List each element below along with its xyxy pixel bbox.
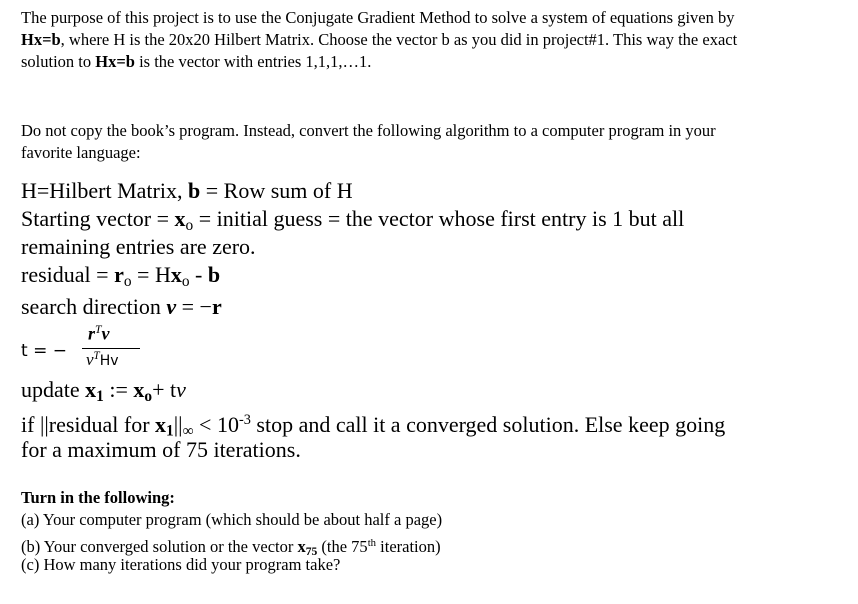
algo-text: := bbox=[103, 377, 134, 402]
subscript: o bbox=[185, 216, 194, 234]
vector-v: v bbox=[176, 377, 186, 402]
algo-text: remaining entries are zero. bbox=[21, 234, 256, 259]
intro-text-3a: solution to bbox=[21, 52, 96, 71]
transpose: T bbox=[95, 323, 102, 336]
vector-b: b bbox=[207, 262, 221, 287]
intro-line-3 bbox=[21, 51, 371, 73]
exponent: -3 bbox=[238, 412, 251, 428]
turn-in-text-b: iteration) bbox=[376, 536, 441, 556]
vector-b: b bbox=[188, 178, 201, 203]
algo-text: update bbox=[21, 377, 86, 402]
vector-r: r bbox=[114, 262, 124, 287]
algo-text: for a maximum of 75 iterations. bbox=[21, 437, 301, 462]
t-numerator bbox=[88, 323, 110, 344]
intro-text-2: , where H is the 20x20 Hilbert Matrix. Choose the vector b as you did in project#1. This way the exact bbox=[60, 30, 738, 49]
algo-text: = initial guess = the vector whose first entry is 1 but all bbox=[193, 206, 685, 231]
algo-text: < 10 bbox=[193, 411, 239, 437]
vector-x: x bbox=[133, 377, 145, 402]
vector-x: x bbox=[85, 377, 97, 402]
algo-line-search-direction bbox=[21, 293, 222, 321]
subscript: o bbox=[144, 387, 153, 405]
vector-x: x bbox=[174, 206, 186, 231]
vector-x: x bbox=[155, 411, 167, 437]
turn-in-text-b: (the 75 bbox=[317, 536, 368, 556]
vector-v: v bbox=[86, 350, 94, 370]
t-denominator bbox=[86, 350, 119, 370]
algo-text: + t bbox=[152, 377, 177, 402]
turn-in-text-a: (a) Your computer program (which should be about half a page) bbox=[21, 510, 443, 529]
t-label bbox=[21, 341, 67, 361]
instructions-line-2 bbox=[21, 142, 141, 164]
vector-v: v bbox=[101, 323, 110, 344]
instructions-line-1 bbox=[21, 120, 716, 142]
turn-in-text-c: (c) How many iterations did your program take? bbox=[21, 555, 341, 574]
subscript: 75 bbox=[305, 545, 318, 558]
matrix-h-v: Hv bbox=[99, 353, 119, 370]
turn-in-heading-text: Turn in the following: bbox=[21, 488, 175, 507]
ordinal-suffix: th bbox=[367, 537, 377, 549]
fraction-bar bbox=[82, 348, 140, 349]
intro-text-3c: is the vector with entries 1,1,1,…1. bbox=[134, 52, 372, 71]
intro-line-2 bbox=[21, 29, 737, 51]
t-label-text: t = − bbox=[21, 341, 67, 361]
subscript: o bbox=[181, 272, 190, 290]
algo-text: residual = bbox=[21, 262, 115, 287]
turn-in-heading bbox=[21, 487, 175, 509]
algo-text: = H bbox=[131, 262, 171, 287]
vector-r: r bbox=[211, 294, 222, 319]
vector-v: v bbox=[166, 294, 177, 319]
instructions-text-1: Do not copy the book’s program. Instead, convert the following algorithm to a computer program in your bbox=[21, 121, 716, 140]
algo-line-hilbert bbox=[21, 177, 353, 205]
algo-text: || bbox=[173, 411, 183, 437]
vector-x: x bbox=[297, 536, 306, 556]
vector-r: r bbox=[88, 323, 96, 344]
subscript: 1 bbox=[166, 422, 174, 440]
instructions-text-2: favorite language: bbox=[21, 143, 141, 162]
algo-text: - bbox=[189, 262, 208, 287]
subscript: o bbox=[123, 272, 132, 290]
algo-text: search direction bbox=[21, 294, 167, 319]
algo-text: H=Hilbert Matrix, bbox=[21, 178, 188, 203]
algo-line-remaining bbox=[21, 233, 256, 261]
algo-line-residual bbox=[21, 261, 220, 296]
intro-text-1: The purpose of this project is to use the Conjugate Gradient Method to solve a system of equations given by bbox=[21, 8, 735, 27]
intro-line-1 bbox=[21, 7, 735, 29]
turn-in-item-a bbox=[21, 509, 442, 531]
subscript: 1 bbox=[96, 387, 104, 405]
algo-text: Starting vector = bbox=[21, 206, 175, 231]
algo-text: stop and call it a converged solution. Else keep going bbox=[250, 411, 726, 437]
algo-text: = − bbox=[176, 294, 212, 319]
infinity-norm: ∞ bbox=[182, 422, 194, 440]
equation-hxb-2: Hx=b bbox=[95, 52, 135, 71]
vector-x: x bbox=[170, 262, 182, 287]
equation-hxb: Hx=b bbox=[21, 30, 61, 49]
turn-in-text-b: (b) Your converged solution or the vector bbox=[21, 536, 298, 556]
algo-text: = Row sum of H bbox=[200, 178, 353, 203]
algo-line-max-iterations bbox=[21, 436, 301, 464]
turn-in-item-c bbox=[21, 554, 340, 576]
transpose: T bbox=[93, 350, 100, 362]
algo-text: if ||residual for bbox=[21, 411, 156, 437]
